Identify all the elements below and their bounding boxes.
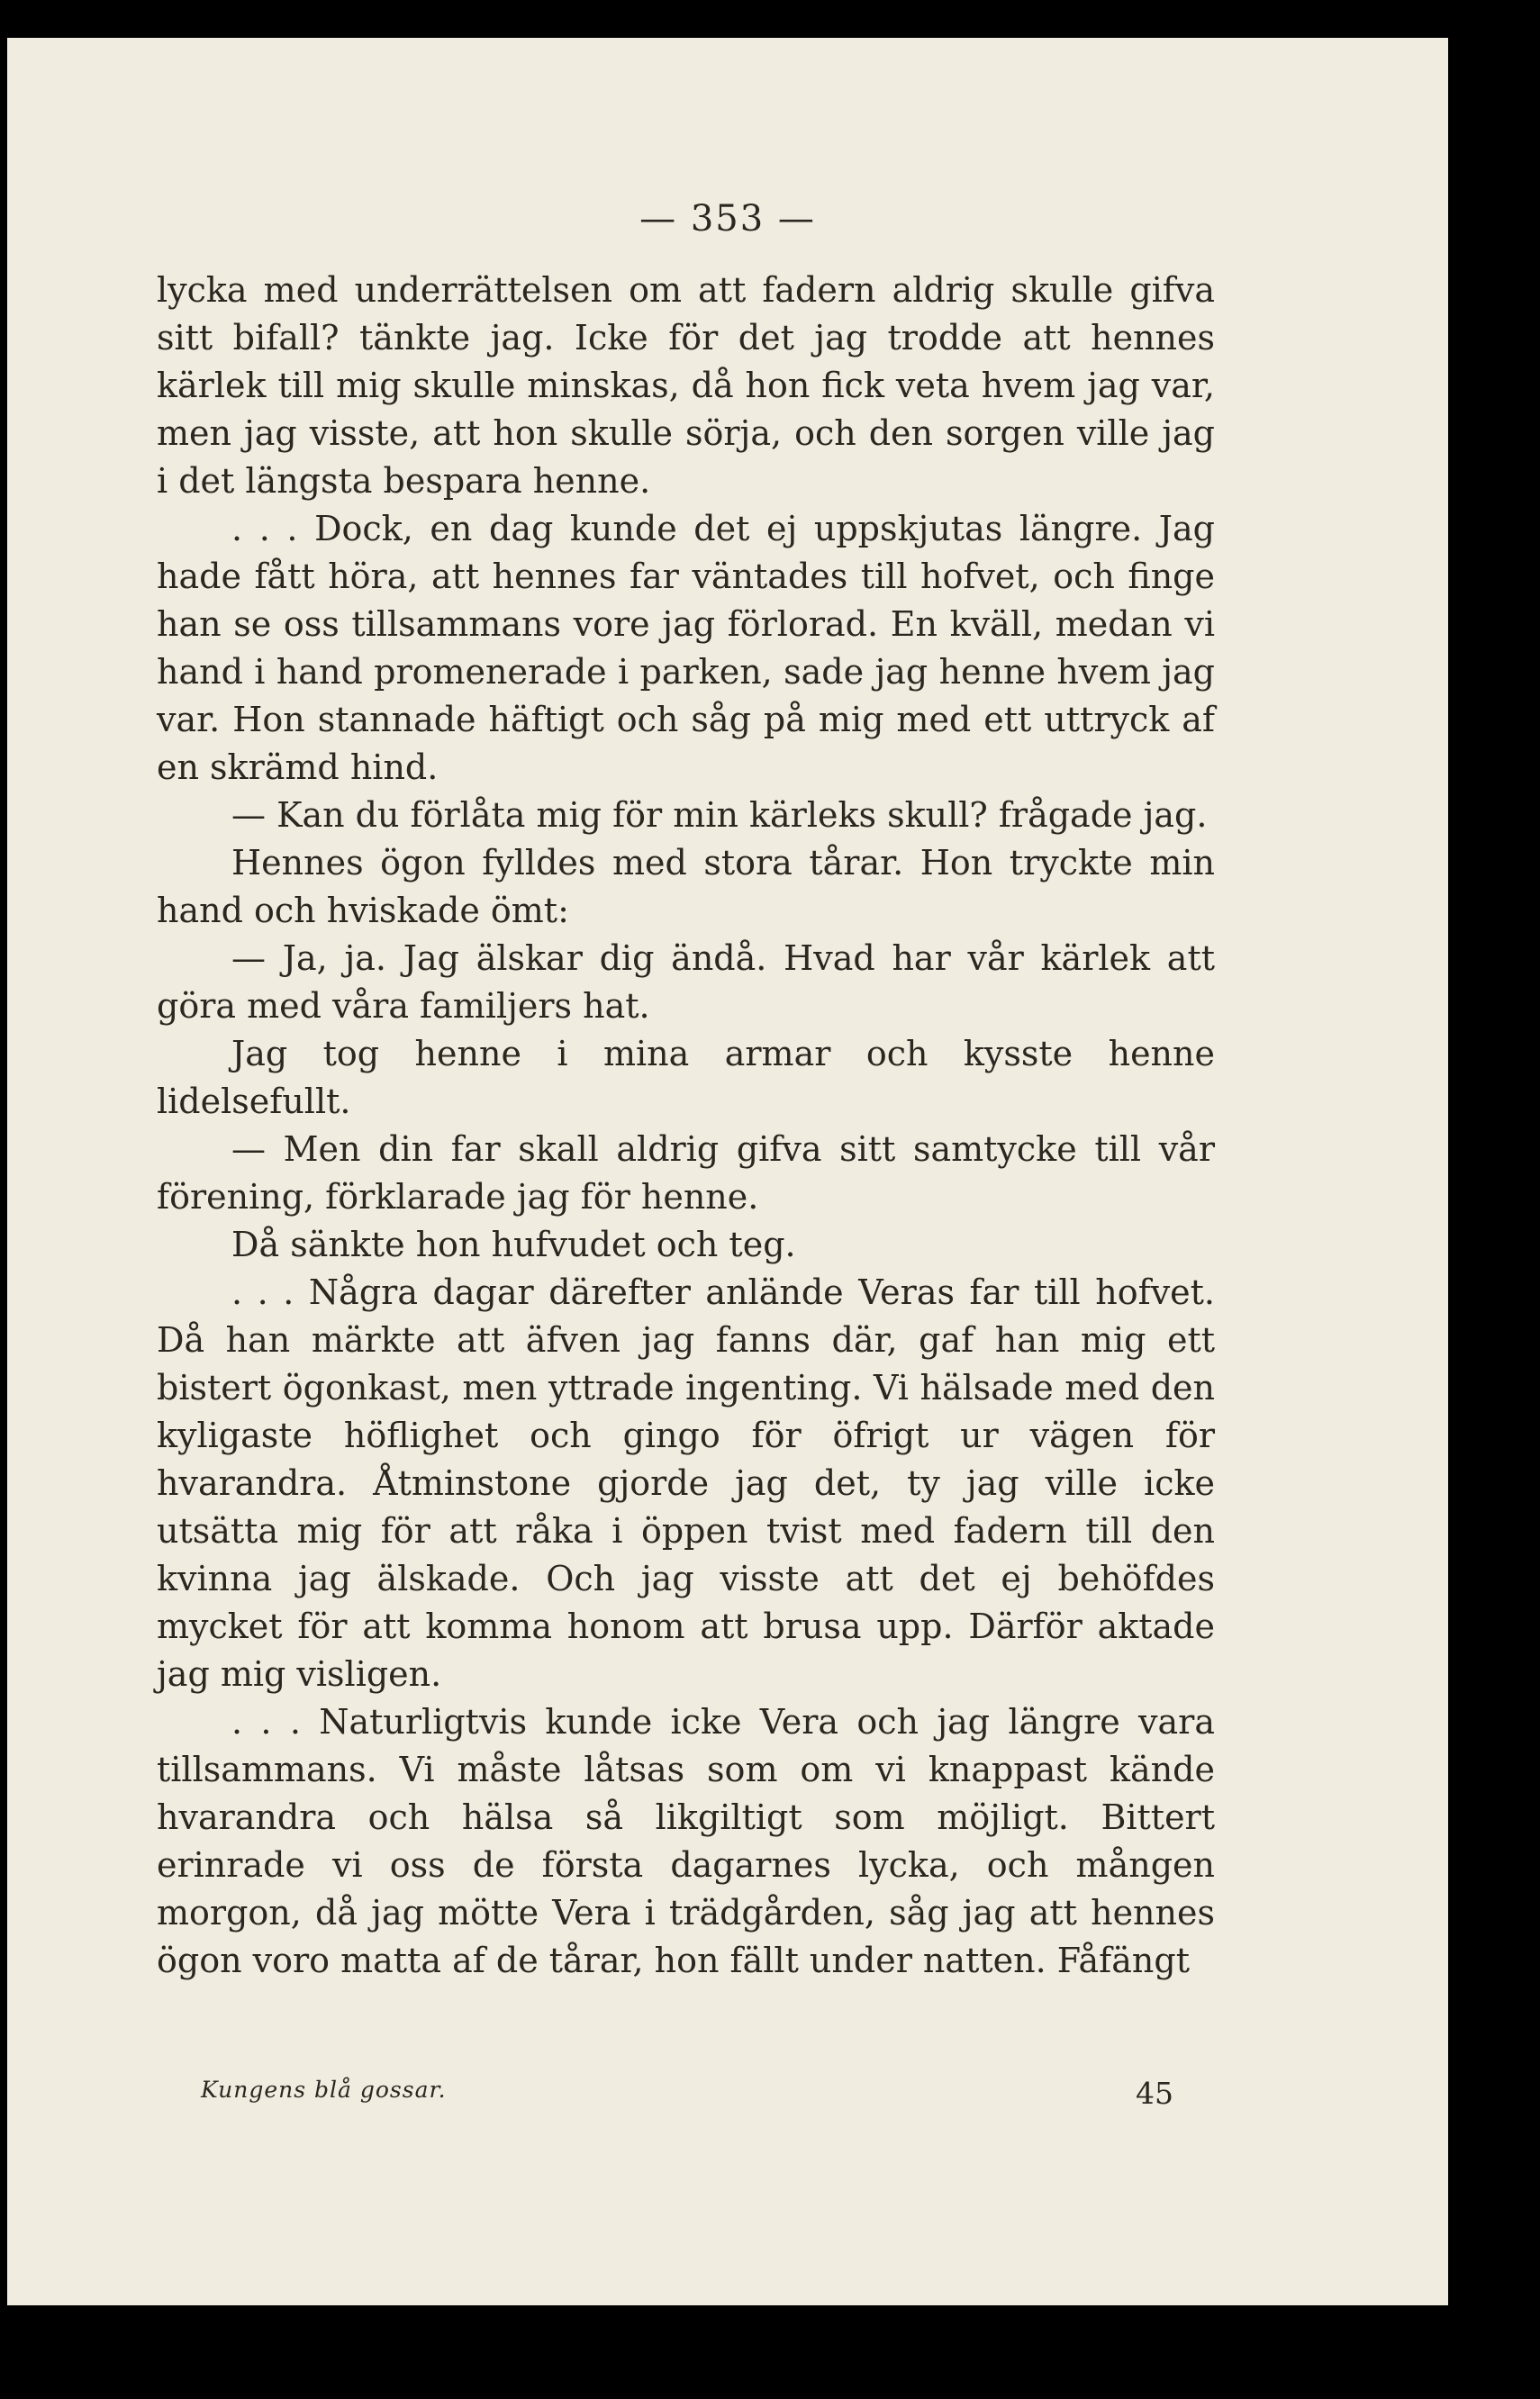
body-text — [157, 267, 1215, 1985]
sheet-number: 45 — [1136, 2076, 1173, 2111]
paragraph: — Men din far skall aldrig gifva sitt samtycke till vår förening, förklarade jag för henne. — [157, 1129, 1215, 1217]
paragraph: Hennes ögon fylldes med stora tårar. Hon tryckte min hand och hviskade ömt: — [157, 843, 1215, 930]
paragraph: — Ja, ja. Jag älskar dig ändå. Hvad har vår kärlek att göra med våra familjers hat. — [157, 938, 1215, 1026]
paragraph: Då sänkte hon hufvudet och teg. — [231, 1225, 796, 1264]
paragraph: . . . Naturligtvis kunde icke Vera och jag längre vara tillsammans. Vi måste låtsas som om vi knappast kände hvarandra och hälsa så likgiltigt som möjligt. Bittert erinrade vi oss de första dagarnes lycka, och mången morgon, då jag mötte Vera i trädgården, såg jag att hennes ögon voro matta af de tårar, hon fällt under natten. Fåfängt — [157, 1702, 1215, 1980]
paragraph: . . . Dock, en dag kunde det ej uppskjutas längre. Jag hade fått höra, att hennes far väntades till hofvet, och finge han se oss tillsammans vore jag förlorad. En kväll, medan vi hand i hand promenerade i parken, sade jag henne hvem jag var. Hon stannade häftigt och såg på mig med ett uttryck af en skrämd hind. — [157, 509, 1215, 787]
paragraph: . . . Några dagar därefter anlände Veras far till hofvet. Då han märkte att äfven jag fanns där, gaf han mig ett bistert ögonkast, men yttrade ingenting. Vi hälsade med den kyligaste höflighet och gingo för öfrigt ur vägen för hvarandra. Åtminstone gjorde jag det, ty jag ville icke utsätta mig för att råka i öppen tvist med fadern till den kvinna jag älskade. Och jag visste att det ej behöfdes mycket för att komma honom att brusa upp. Därför aktade jag mig visligen. — [157, 1272, 1215, 1694]
footer-book-title: Kungens blå gossar. — [201, 2077, 447, 2103]
page-number-header: — 353 — — [639, 198, 816, 240]
paragraph: Jag tog henne i mina armar och kysste henne lidelsefullt. — [157, 1034, 1215, 1121]
book-page — [7, 38, 1448, 2305]
paragraph: lycka med underrättelsen om att fadern aldrig skulle gifva sitt bifall? tänkte jag. Icke för det jag trodde att hennes kärlek till mig skulle minskas, då hon fick veta hvem jag var, men jag visste, att hon skulle sörja, och den sorgen ville jag i det längsta bespara henne. — [157, 270, 1215, 501]
paragraph: — Kan du förlåta mig för min kärleks skull? frågade jag. — [231, 795, 1208, 835]
